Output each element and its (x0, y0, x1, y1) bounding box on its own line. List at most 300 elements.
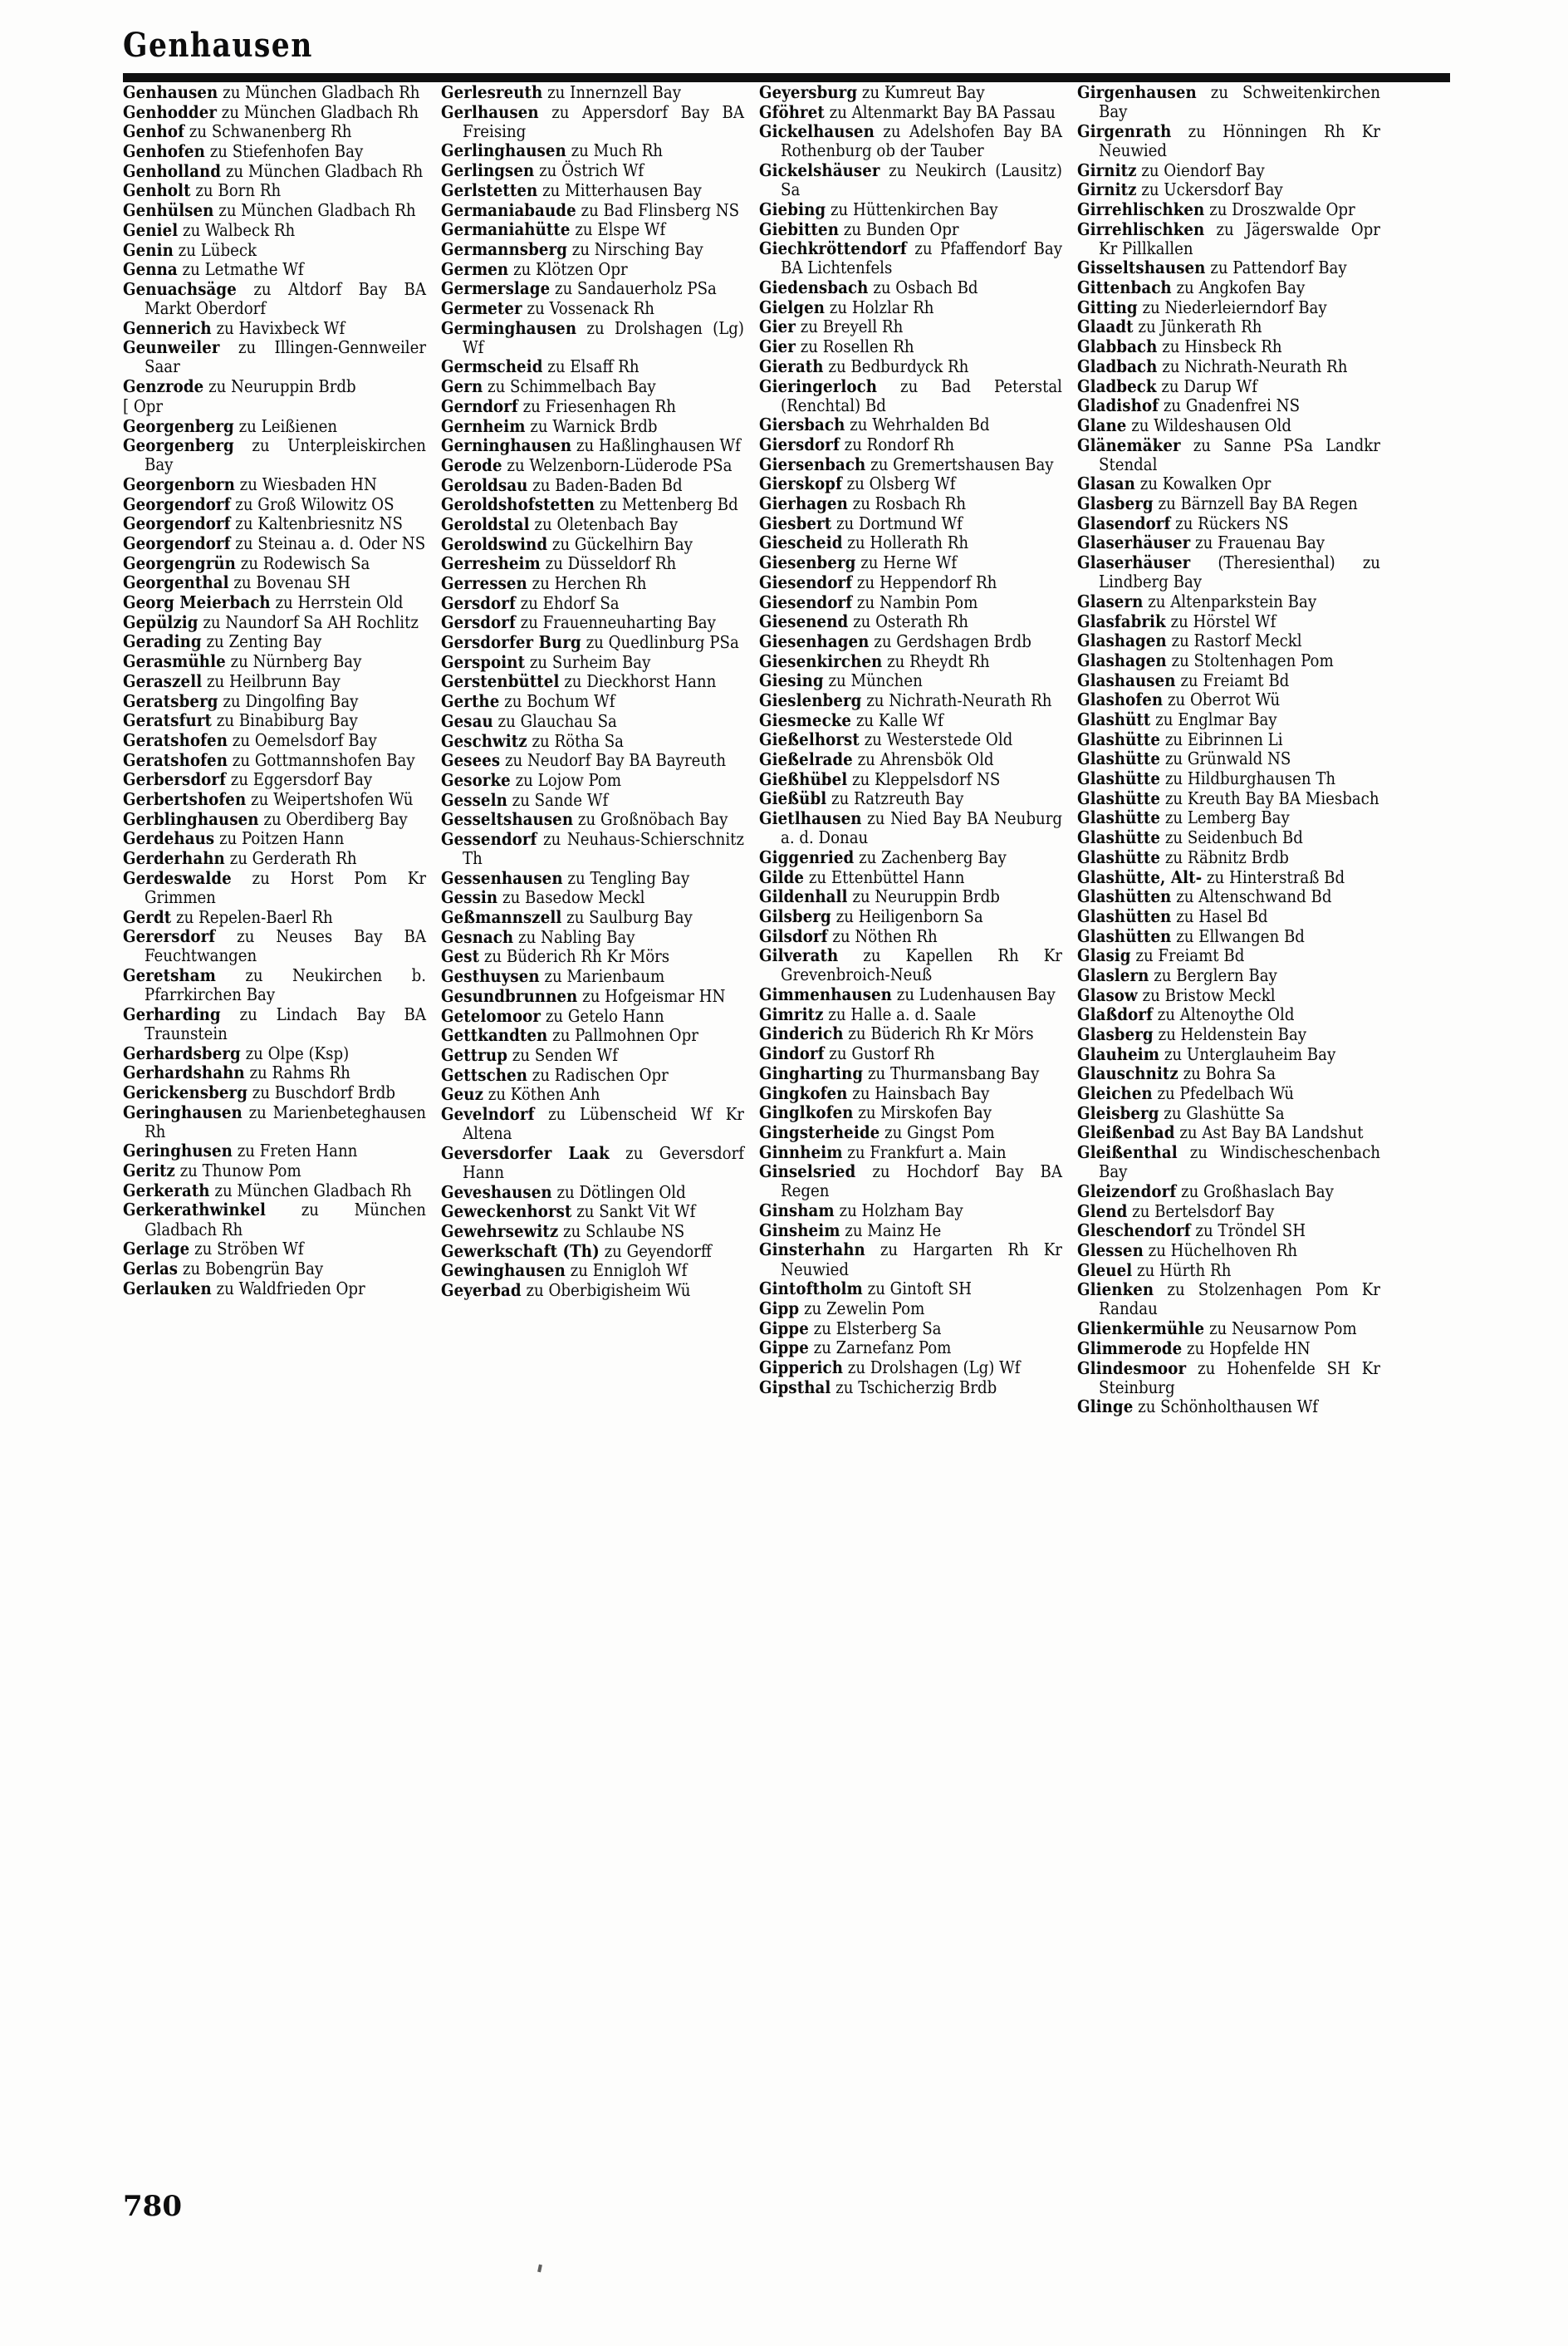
gazetteer-entry (123, 927, 426, 965)
gazetteer-entry (759, 730, 1062, 749)
gazetteer-entry (123, 869, 426, 907)
gazetteer-entry (1077, 1143, 1380, 1181)
entry-reference: zu Düsseldorf Rh (540, 553, 677, 574)
entry-reference: zu Bohra Sa (1178, 1063, 1276, 1084)
entry-place-name: Giesmecke (759, 709, 852, 730)
entry-place-name: Gipperich (759, 1357, 843, 1377)
gazetteer-entry (441, 181, 744, 200)
page-number: 780 (123, 2190, 182, 2223)
gazetteer-entry (441, 476, 744, 495)
entry-reference: zu Altenparkstein Bay (1143, 591, 1317, 611)
entry-place-name: Glashütten (1077, 906, 1172, 926)
entry-reference: zu Frauenau Bay (1190, 533, 1325, 553)
entry-place-name: Giesbert (759, 513, 832, 533)
entry-reference: zu Halle a. d. Saale (823, 1004, 977, 1024)
gazetteer-entry (441, 260, 744, 279)
entry-reference: zu Bobengrün Bay (178, 1258, 324, 1279)
entry-place-name: Girnitz (1077, 179, 1137, 200)
entry-reference: zu Pattendorf Bay (1205, 258, 1347, 278)
entry-place-name: Glashütte (1077, 768, 1161, 789)
entry-place-name: Gesnach (441, 926, 514, 947)
entry-place-name: Giersdorf (759, 434, 840, 454)
gazetteer-entry (1077, 769, 1380, 788)
entry-reference: zu Neukirch (Lausitz) Sa (781, 160, 1062, 200)
gazetteer-entry (123, 1044, 426, 1063)
entry-reference: zu München Gladbach Rh (145, 1200, 426, 1239)
gazetteer-entry (123, 397, 426, 416)
entry-reference: zu Olsberg Wf (841, 474, 956, 494)
gazetteer-entry (441, 613, 744, 632)
entry-reference: zu Quedlinburg PSa (581, 632, 739, 653)
gazetteer-entry (1077, 357, 1380, 376)
entry-place-name: Gickelshäuser (759, 160, 880, 181)
gazetteer-entry (123, 1259, 426, 1279)
entry-place-name: Glashagen (1077, 631, 1167, 651)
entry-reference: zu Unterpleiskirchen Bay (145, 435, 426, 475)
entry-reference: zu Gintoft SH (862, 1279, 972, 1299)
entry-place-name: Gipsthal (759, 1377, 831, 1397)
entry-reference: zu Oberrot Wü (1163, 690, 1281, 710)
entry-reference: zu Illingen-Gennweiler Saar (145, 337, 426, 377)
entry-reference: zu Tengling Bay (562, 867, 690, 888)
entry-place-name: Germscheid (441, 356, 543, 377)
entry-reference: zu Kleppelsdorf NS (847, 768, 1001, 789)
gazetteer-entry (123, 181, 426, 200)
entry-place-name: Geroldsau (441, 474, 528, 495)
gazetteer-entry (123, 692, 426, 711)
gazetteer-entry (441, 279, 744, 298)
gazetteer-entry (441, 319, 744, 357)
gazetteer-entry (1077, 789, 1380, 808)
entry-place-name: Geveshausen (441, 1181, 552, 1202)
entry-place-name: Glasendorf (1077, 513, 1171, 533)
entry-reference: zu Bad Peterstal (Renchtal) Bd (781, 375, 1062, 415)
entry-place-name: Gisseltshausen (1077, 258, 1206, 278)
gazetteer-entry (441, 1066, 744, 1085)
gazetteer-entry (123, 711, 426, 730)
entry-place-name: Glimmerode (1077, 1337, 1183, 1358)
gazetteer-entry (441, 1202, 744, 1221)
entry-place-name: Gerlinghausen (441, 140, 566, 161)
gazetteer-entry (441, 1026, 744, 1045)
entry-place-name: Geratshofen (123, 749, 228, 770)
gazetteer-entry (1077, 592, 1380, 611)
entry-reference: zu Heiligenborn Sa (831, 906, 983, 926)
entry-reference: zu Büderich Rh Kr Mörs (479, 946, 670, 967)
entry-reference: zu Neukirchen b. Pfarrkirchen Bay (145, 964, 426, 1005)
gazetteer-entry (123, 554, 426, 573)
gazetteer-entry (441, 888, 744, 907)
entry-reference: zu Rötha Sa (527, 730, 624, 751)
entry-place-name: Girnitz (1077, 160, 1137, 180)
entry-place-name: Genholland (123, 160, 222, 181)
entry-reference: zu Bärnzell Bay BA Regen (1153, 493, 1358, 514)
entry-reference: zu Geversdorf Hann (463, 1142, 744, 1182)
entry-place-name: Gießübl (759, 788, 827, 809)
entry-place-name: Gieslenberg (759, 690, 862, 710)
gazetteer-entry (123, 162, 426, 181)
entry-place-name: Gier (759, 336, 796, 357)
gazetteer-entry (123, 319, 426, 338)
entry-reference: zu Tschicherzig Brdb (831, 1377, 997, 1397)
entry-reference: zu Oiendorf Bay (1136, 160, 1265, 180)
entry-reference: zu Bedburdyck Rh (823, 356, 969, 376)
entry-place-name: Ginderich (759, 1023, 844, 1044)
gazetteer-entry (1077, 690, 1380, 709)
entry-place-name: Ginglkofen (759, 1102, 854, 1123)
entry-reference: zu Rastorf Meckl (1166, 631, 1302, 651)
running-head: Genhausen (123, 26, 313, 65)
entry-reference: zu Wehrhalden Bd (845, 415, 990, 435)
gazetteer-entry (441, 1007, 744, 1026)
entry-reference: zu Lemberg Bay (1160, 807, 1290, 828)
entry-place-name: Gierskopf (759, 474, 842, 494)
gazetteer-entry (441, 692, 744, 711)
entry-reference: zu Repelen-Baerl Rh (171, 906, 333, 927)
entry-place-name: Gewinghausen (441, 1260, 566, 1281)
entry-reference: zu Hinsbeck Rh (1157, 336, 1282, 357)
gazetteer-entry (123, 966, 426, 1004)
gazetteer-entry (441, 791, 744, 810)
entry-reference: zu Letmathe Wf (177, 259, 304, 280)
entry-place-name: Georgendorf (123, 533, 231, 554)
entry-place-name: Gimmenhausen (759, 984, 892, 1005)
entry-reference: zu Neudorf Bay BA Bayreuth (500, 750, 727, 771)
entry-reference: zu Jünkerath Rh (1133, 317, 1262, 337)
print-speck (537, 2265, 542, 2273)
gazetteer-entry (759, 1378, 1062, 1397)
entry-reference: zu Unterglauheim Bay (1159, 1043, 1336, 1064)
entry-reference: zu Bochum Wf (499, 691, 615, 712)
entry-reference: zu Hinterstraß Bd (1202, 866, 1345, 887)
gazetteer-entry (759, 711, 1062, 730)
column-4 (1077, 83, 1395, 1417)
entry-place-name: Glashütte (1077, 827, 1161, 848)
gazetteer-entry (441, 908, 744, 927)
entry-place-name: Gladbeck (1077, 375, 1157, 396)
entry-place-name: Getelomoor (441, 1005, 541, 1026)
entry-reference: zu Rondorf Rh (839, 434, 955, 454)
gazetteer-entry (759, 1201, 1062, 1220)
entry-reference: zu Glauchau Sa (492, 710, 617, 731)
entry-place-name: Gleschendorf (1077, 1220, 1191, 1241)
entry-reference: zu Neuhaus-Schierschnitz Th (463, 828, 744, 869)
gazetteer-entry (441, 947, 744, 966)
entry-place-name: Gieringerloch (759, 375, 878, 396)
entry-reference: zu Ahrensbök Old (852, 749, 994, 769)
gazetteer-entry (441, 515, 744, 534)
entry-reference: zu Appersdorf Bay BA Freising (463, 101, 744, 141)
entry-reference: zu Oberbigisheim Wü (521, 1279, 691, 1300)
entry-place-name: Gerlingsen (441, 160, 535, 181)
entry-reference: zu Mettenberg Bd (595, 494, 738, 515)
entry-reference: zu Herne Wf (855, 552, 958, 573)
gazetteer-entry (759, 239, 1062, 277)
entry-reference: zu Vossenack Rh (522, 297, 654, 318)
entry-place-name: Glasfabrik (1077, 611, 1166, 631)
entry-place-name: Genhülsen (123, 200, 214, 221)
gazetteer-entry (759, 337, 1062, 356)
entry-reference: zu Bad Flinsberg NS (576, 199, 740, 220)
entry-place-name: Germeter (441, 297, 522, 318)
entry-place-name: Gerasmühle (123, 651, 226, 672)
entry-place-name: Gewerkschaft (Th) (441, 1240, 600, 1261)
entry-place-name: Germannsberg (441, 238, 567, 259)
entry-place-name: Gladishof (1077, 395, 1159, 416)
gazetteer-entry (1077, 749, 1380, 768)
entry-place-name: Glasberg (1077, 1024, 1154, 1045)
entry-place-name: Giescheid (759, 533, 843, 553)
entry-reference: zu Zenting Bay (201, 631, 322, 652)
gazetteer-entry (1077, 377, 1380, 396)
entry-reference: zu Friesenhagen Rh (517, 395, 676, 416)
entry-place-name: Glashütte (1077, 847, 1161, 867)
gazetteer-entry (759, 789, 1062, 808)
gazetteer-entry (759, 809, 1062, 847)
entry-reference: zu Dötlingen Old (551, 1181, 686, 1202)
entry-place-name: Gielgen (759, 297, 826, 317)
entry-place-name: Gimritz (759, 1004, 824, 1024)
gazetteer-entry (1077, 200, 1380, 219)
entry-place-name: Glindesmoor (1077, 1357, 1187, 1378)
entry-reference: zu Hüttenkirchen Bay (826, 199, 998, 219)
gazetteer-entry (1077, 612, 1380, 631)
entry-reference: zu Gerderath Rh (224, 848, 357, 869)
entry-reference: zu Holzlar Rh (825, 297, 934, 317)
entry-place-name: Geroldswind (441, 533, 548, 554)
gazetteer-entry (759, 907, 1062, 926)
entry-reference: zu Gückelhirn Bay (547, 533, 693, 554)
entry-reference: zu München Gladbach Rh (209, 1180, 412, 1200)
entry-place-name: Gippe (759, 1318, 809, 1338)
entry-reference: zu Oberdiberg Bay (258, 808, 408, 829)
entry-reference: zu Schwanenberg Rh (184, 121, 352, 142)
gazetteer-entry (123, 417, 426, 436)
entry-place-name: Georgendorf (123, 493, 231, 514)
entry-reference: zu Herrstein Old (270, 592, 404, 613)
gazetteer-entry (123, 770, 426, 789)
entry-place-name: Geschwitz (441, 730, 527, 751)
gazetteer-entry (1077, 946, 1380, 965)
gazetteer-entry (1077, 553, 1380, 591)
entry-reference: zu Oletenbach Bay (529, 513, 679, 534)
entry-reference: zu Hofgeismar HN (577, 985, 726, 1006)
entry-place-name: Gier (759, 317, 796, 337)
gazetteer-entry (1077, 533, 1380, 552)
gazetteer-entry (1077, 710, 1380, 729)
entry-reference: [ Opr (123, 395, 164, 416)
entry-reference: zu Ehdorf Sa (515, 592, 620, 613)
entry-place-name: Gindorf (759, 1043, 825, 1064)
entry-place-name: Geweckenhorst (441, 1201, 572, 1222)
entry-place-name: Gessenhausen (441, 867, 563, 888)
entry-place-name: Giersenbach (759, 454, 866, 474)
entry-reference: zu Zewelin Pom (799, 1298, 925, 1318)
gazetteer-entry (123, 652, 426, 671)
gazetteer-entry (441, 201, 744, 220)
entry-place-name: Georgenthal (123, 572, 229, 593)
entry-place-name: Glashagen (1077, 650, 1167, 670)
entry-place-name: Glashütt (1077, 709, 1151, 730)
header-rule (123, 73, 1450, 82)
gazetteer-entry (123, 260, 426, 279)
gazetteer-entry (1077, 1359, 1380, 1397)
gazetteer-entry (441, 869, 744, 888)
entry-reference: zu Ludenhausen Bay (892, 984, 1056, 1005)
entry-reference: zu Freiamt Bd (1130, 945, 1245, 966)
gazetteer-entry (1077, 828, 1380, 847)
entry-reference: zu Elsaff Rh (542, 356, 639, 377)
gazetteer-entry (759, 1024, 1062, 1043)
gazetteer-entry (759, 1299, 1062, 1318)
entry-reference: zu Großnöbach Bay (573, 809, 728, 830)
gazetteer-entry (759, 887, 1062, 906)
gazetteer-entry (441, 299, 744, 318)
gazetteer-entry (441, 1281, 744, 1300)
gazetteer-entry (759, 927, 1062, 946)
entry-reference: zu Hörstel Wf (1165, 611, 1276, 631)
entry-reference: zu Mirskofen Bay (853, 1102, 992, 1123)
gazetteer-entry (441, 653, 744, 672)
entry-place-name: Gleißenthal (1077, 1142, 1178, 1163)
gazetteer-entry (759, 1279, 1062, 1298)
entry-place-name: Glend (1077, 1200, 1128, 1221)
entry-reference: zu Nabling Bay (513, 926, 635, 947)
entry-place-name: Glashütten (1077, 886, 1172, 907)
entry-place-name: Gleichen (1077, 1083, 1153, 1104)
entry-reference: zu Neuruppin Brdb (847, 886, 1000, 907)
entry-reference: zu Groß Wilowitz OS (230, 493, 394, 514)
entry-reference: zu Ast Bay BA Landshut (1174, 1122, 1364, 1143)
entry-place-name: Girgenhausen (1077, 82, 1197, 102)
entry-place-name: Geretsham (123, 964, 216, 985)
entry-place-name: Gersdorf (441, 612, 516, 633)
entry-place-name: Geringhausen (123, 1102, 243, 1122)
gazetteer-entry (123, 280, 426, 318)
gazetteer-entry (759, 612, 1062, 631)
entry-place-name: Genuachsäge (123, 278, 237, 299)
gazetteer-entry (759, 593, 1062, 612)
gazetteer-entry (759, 1162, 1062, 1200)
entry-place-name: Germen (441, 258, 509, 279)
gazetteer-entry (1077, 180, 1380, 199)
entry-place-name: Ginsheim (759, 1220, 840, 1240)
entry-reference: zu Radischen Opr (527, 1064, 669, 1085)
entry-reference: zu Rodewisch Sa (236, 552, 370, 573)
entry-reference: zu Sankt Vit Wf (571, 1201, 696, 1222)
entry-place-name: Geversdorfer Laak (441, 1142, 610, 1163)
entry-place-name: Girrehlischken (1077, 218, 1205, 239)
gazetteer-entry (759, 652, 1062, 671)
gazetteer-entry (1077, 966, 1380, 985)
entry-place-name: Ginnheim (759, 1141, 843, 1162)
entry-reference: zu Buschdorf Brdb (247, 1082, 396, 1102)
entry-reference: zu Frankfurt a. Main (842, 1141, 1007, 1162)
entry-place-name: Gersdorfer Burg (441, 632, 581, 653)
gazetteer-entry (1077, 436, 1380, 474)
gazetteer-entry (1077, 1261, 1380, 1280)
entry-place-name: Geyersburg (759, 82, 858, 102)
entry-place-name: Genhausen (123, 82, 218, 102)
gazetteer-entry (123, 1181, 426, 1200)
entry-reference: zu Schweitenkirchen Bay (1099, 82, 1380, 122)
gazetteer-entry (1077, 1319, 1380, 1338)
entry-reference: zu Uckersdorf Bay (1136, 179, 1283, 200)
gazetteer-entry (441, 732, 744, 751)
entry-place-name: Glashütte (1077, 807, 1161, 828)
entry-reference: zu Hasel Bd (1171, 906, 1268, 926)
entry-reference: zu Warnick Brdb (525, 415, 658, 436)
entry-reference: zu Thunow Pom (174, 1161, 301, 1181)
entry-place-name: Glaslern (1077, 964, 1149, 985)
entry-reference: zu Schlaube NS (558, 1220, 685, 1241)
gazetteer-entry (441, 771, 744, 790)
entry-reference: zu Wiesbaden HN (234, 474, 377, 494)
gazetteer-entry (123, 436, 426, 474)
gazetteer-entry (1077, 907, 1380, 926)
entry-place-name: Geraszell (123, 670, 203, 691)
entry-place-name: Gerode (441, 454, 502, 475)
gazetteer-entry (123, 534, 426, 553)
gazetteer-entry (441, 1105, 744, 1143)
gazetteer-entry (759, 1044, 1062, 1063)
entry-place-name: Gepülzig (123, 611, 198, 632)
entry-place-name: Glauschnitz (1077, 1063, 1178, 1084)
entry-reference: zu Leißienen (233, 415, 338, 436)
gazetteer-entry (123, 1279, 426, 1298)
entry-reference: zu Drolshagen (Lg) Wf (843, 1357, 1021, 1377)
entry-place-name: Gesseltshausen (441, 809, 574, 830)
entry-reference: zu Gottmannshofen Bay (228, 749, 415, 770)
entry-place-name: Gladbach (1077, 356, 1158, 376)
entry-reference: zu Olpe (Ksp) (240, 1043, 350, 1063)
entry-place-name: Gittenbach (1077, 277, 1172, 298)
gazetteer-entry (441, 1222, 744, 1241)
entry-reference: zu Seidenbuch Bd (1160, 827, 1303, 848)
entry-reference: zu Nirsching Bay (567, 238, 703, 259)
gazetteer-entry (1077, 1397, 1380, 1416)
entry-place-name: Gingharting (759, 1063, 864, 1083)
entry-reference: zu Hollerath Rh (842, 533, 969, 553)
gazetteer-entry (759, 83, 1062, 102)
entry-reference: zu Osbach Bd (868, 277, 978, 298)
entry-place-name: Geratshofen (123, 729, 228, 750)
entry-reference: zu Adelshofen Bay BA Rothenburg ob der Tauber (781, 121, 1062, 161)
gazetteer-entry (759, 435, 1062, 454)
gazetteer-entry (759, 455, 1062, 474)
gazetteer-entry (759, 317, 1062, 336)
entry-place-name: Glasow (1077, 984, 1138, 1005)
entry-place-name: Ginsham (759, 1200, 835, 1221)
entry-place-name: Gerbertshofen (123, 788, 247, 809)
gazetteer-entry (759, 1103, 1062, 1122)
entry-reference: zu Heilbrunn Bay (202, 670, 341, 691)
entry-place-name: Genhodder (123, 101, 218, 122)
entry-reference: zu Gnadenfrei NS (1159, 395, 1301, 416)
entry-reference: zu Oemelsdorf Bay (228, 729, 377, 750)
gazetteer-entry (1077, 258, 1380, 277)
entry-place-name: Glashütte, Alt- (1077, 866, 1203, 887)
entry-place-name: Georgenberg (123, 435, 234, 456)
gazetteer-entry (123, 377, 426, 396)
entry-place-name: Gerkerathwinkel (123, 1200, 266, 1220)
gazetteer-entry (441, 83, 744, 102)
gazetteer-entry (123, 751, 426, 770)
entry-reference: zu Marienbeteghausen Rh (145, 1102, 426, 1141)
entry-reference: zu Geyendorff (599, 1240, 712, 1261)
entry-reference: zu Poitzen Hann (214, 828, 345, 849)
entry-reference: zu Saulburg Bay (561, 907, 693, 928)
